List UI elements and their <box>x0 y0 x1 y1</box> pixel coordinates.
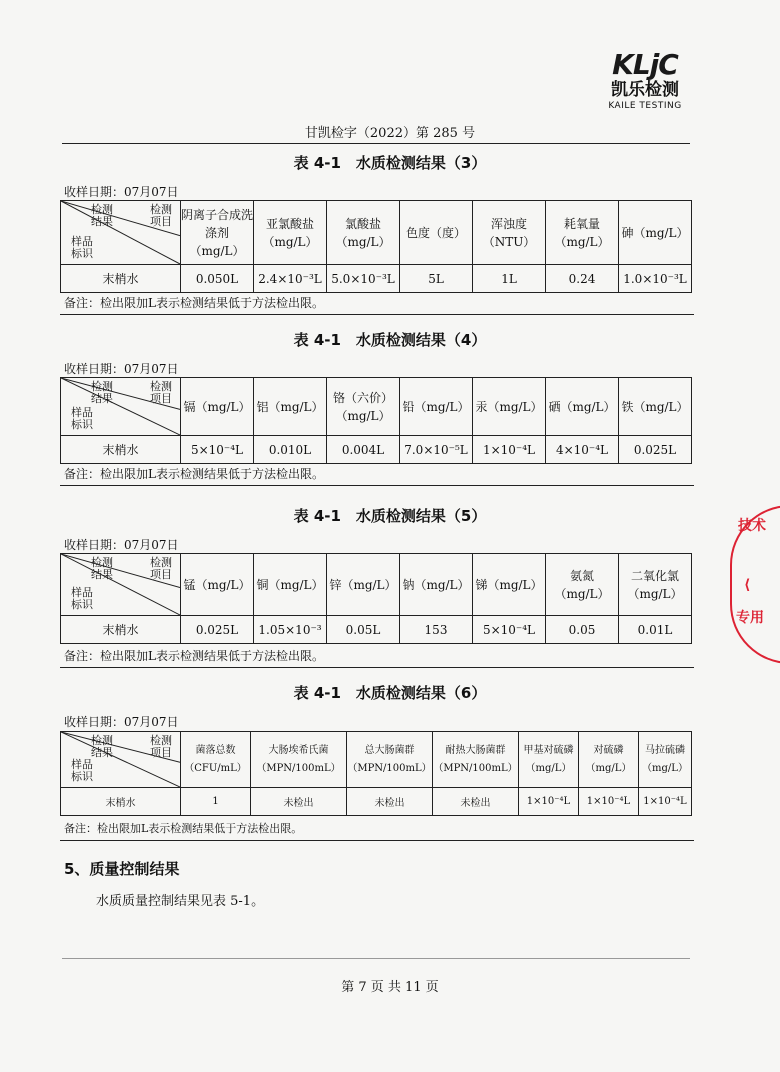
value-cell: 5.0×10⁻³L <box>327 265 400 293</box>
company-logo <box>600 50 690 112</box>
table-title: 表 4-1 水质检测结果（6） <box>293 684 487 702</box>
sample-cell: 末梢水 <box>61 436 181 464</box>
value-cell: 0.01L <box>619 616 692 644</box>
diag-label-result: 检测结果 <box>91 203 113 228</box>
value-cell: 未检出 <box>433 788 519 816</box>
table-title: 表 4-1 水质检测结果（3） <box>293 154 487 172</box>
value-cell: 0.025L <box>181 616 254 644</box>
table-note: 备注：检出限加L表示检测结果低于方法检出限。 <box>60 292 694 315</box>
header-cell: 铜（mg/L） <box>254 554 327 616</box>
header-cell: 耗氧量（mg/L） <box>546 201 619 265</box>
header-cell: 氨氮（mg/L） <box>546 554 619 616</box>
logo-mark: KLjC <box>612 48 678 81</box>
value-cell: 1 <box>181 788 251 816</box>
header-cell: 菌落总数（CFU/mL） <box>181 732 251 788</box>
value-cell: 7.0×10⁻⁵L <box>400 436 473 464</box>
header-cell: 钠（mg/L） <box>400 554 473 616</box>
diag-label-item: 检测项目 <box>150 203 172 228</box>
table-note: 备注：检出限加L表示检测结果低于方法检出限。 <box>60 645 694 668</box>
diag-label-item: 检测项目 <box>150 734 172 759</box>
results-table-4 <box>60 377 692 464</box>
value-cell: 0.24 <box>546 265 619 293</box>
header-cell: 阴离子合成洗涤剂（mg/L） <box>181 201 254 265</box>
header-cell: 氯酸盐（mg/L） <box>327 201 400 265</box>
footer-rule <box>62 958 690 959</box>
header-cell: 浑浊度（NTU） <box>473 201 546 265</box>
diag-label-item: 检测项目 <box>150 556 172 581</box>
diag-label-sample: 样品标识 <box>71 586 93 611</box>
value-cell: 4×10⁻⁴L <box>546 436 619 464</box>
section-heading: 5、质量控制结果 <box>64 860 180 878</box>
logo-chinese-name: 凯乐检测 <box>611 80 679 100</box>
value-cell: 未检出 <box>347 788 433 816</box>
sample-date: 收样日期：07月07日 <box>64 185 179 199</box>
value-cell: 未检出 <box>251 788 347 816</box>
header-cell: 耐热大肠菌群（MPN/100mL） <box>433 732 519 788</box>
value-cell: 1×10⁻⁴L <box>473 436 546 464</box>
sample-date: 收样日期：07月07日 <box>64 362 179 376</box>
table-title: 表 4-1 水质检测结果（4） <box>293 331 487 349</box>
diag-label-result: 检测结果 <box>91 380 113 405</box>
diagonal-header-cell <box>61 732 181 788</box>
diagonal-header-cell <box>61 554 181 616</box>
header-cell: 对硫磷（mg/L） <box>579 732 639 788</box>
results-table-5 <box>60 553 692 644</box>
diag-label-result: 检测结果 <box>91 734 113 759</box>
value-cell: 0.004L <box>327 436 400 464</box>
header-cell: 色度（度） <box>400 201 473 265</box>
header-cell: 马拉硫磷（mg/L） <box>639 732 692 788</box>
value-cell: 0.025L <box>619 436 692 464</box>
header-cell: 锑（mg/L） <box>473 554 546 616</box>
diagonal-header-cell <box>61 378 181 436</box>
header-cell: 汞（mg/L） <box>473 378 546 436</box>
value-cell: 1×10⁻⁴L <box>579 788 639 816</box>
header-cell: 锌（mg/L） <box>327 554 400 616</box>
logo-english-name: KAILE TESTING <box>608 101 682 111</box>
header-cell: 硒（mg/L） <box>546 378 619 436</box>
header-cell: 锰（mg/L） <box>181 554 254 616</box>
value-cell: 0.05L <box>327 616 400 644</box>
value-cell: 5L <box>400 265 473 293</box>
table-note: 备注：检出限加L表示检测结果低于方法检出限。 <box>60 818 694 841</box>
header-cell: 亚氯酸盐（mg/L） <box>254 201 327 265</box>
value-cell: 2.4×10⁻³L <box>254 265 327 293</box>
sample-cell: 末梢水 <box>61 265 181 293</box>
sample-date: 收样日期：07月07日 <box>64 715 179 729</box>
value-cell: 1.0×10⁻³L <box>619 265 692 293</box>
diag-label-result: 检测结果 <box>91 556 113 581</box>
header-cell: 甲基对硫磷（mg/L） <box>519 732 579 788</box>
header-cell: 总大肠菌群（MPN/100mL） <box>347 732 433 788</box>
results-table-3 <box>60 200 692 293</box>
value-cell: 0.05 <box>546 616 619 644</box>
header-cell: 铁（mg/L） <box>619 378 692 436</box>
header-cell: 铝（mg/L） <box>254 378 327 436</box>
sample-cell: 末梢水 <box>61 788 181 816</box>
diag-label-item: 检测项目 <box>150 380 172 405</box>
sample-cell: 末梢水 <box>61 616 181 644</box>
value-cell: 1.05×10⁻³ <box>254 616 327 644</box>
red-seal-stamp: 技术 ⟨ 专用 <box>730 505 780 664</box>
value-cell: 5×10⁻⁴L <box>181 436 254 464</box>
value-cell: 153 <box>400 616 473 644</box>
diag-label-sample: 样品标识 <box>71 758 93 783</box>
header-cell: 大肠埃希氏菌（MPN/100mL） <box>251 732 347 788</box>
section-paragraph: 水质质量控制结果见表 5-1。 <box>96 894 265 909</box>
value-cell: 0.010L <box>254 436 327 464</box>
value-cell: 1×10⁻⁴L <box>519 788 579 816</box>
results-table-6 <box>60 731 692 816</box>
value-cell: 1×10⁻⁴L <box>639 788 692 816</box>
sample-date: 收样日期：07月07日 <box>64 538 179 552</box>
value-cell: 5×10⁻⁴L <box>473 616 546 644</box>
document-number: 甘凯检字（2022）第 285 号 <box>304 126 476 141</box>
value-cell: 1L <box>473 265 546 293</box>
table-note: 备注：检出限加L表示检测结果低于方法检出限。 <box>60 463 694 486</box>
header-cell: 二氧化氯（mg/L） <box>619 554 692 616</box>
header-cell: 铅（mg/L） <box>400 378 473 436</box>
page-footer: 第 7 页 共 11 页 <box>341 980 439 995</box>
header-cell: 砷（mg/L） <box>619 201 692 265</box>
header-cell: 铬（六价）（mg/L） <box>327 378 400 436</box>
diag-label-sample: 样品标识 <box>71 235 93 260</box>
diagonal-header-cell <box>61 201 181 265</box>
header-cell: 镉（mg/L） <box>181 378 254 436</box>
diag-label-sample: 样品标识 <box>71 406 93 431</box>
table-title: 表 4-1 水质检测结果（5） <box>293 507 487 525</box>
header-rule <box>62 143 690 144</box>
value-cell: 0.050L <box>181 265 254 293</box>
